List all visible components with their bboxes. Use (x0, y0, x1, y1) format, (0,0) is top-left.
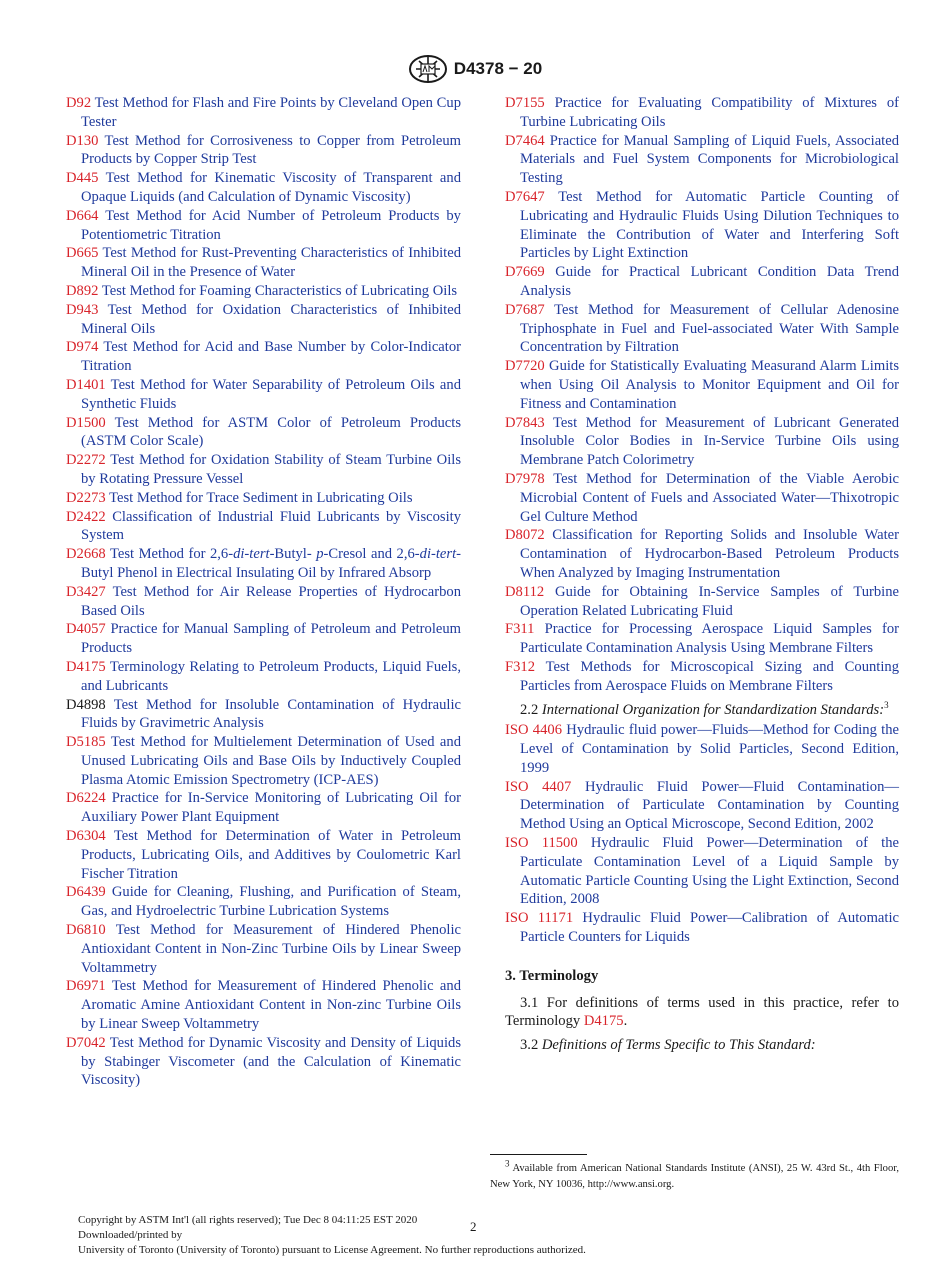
reference-title-link[interactable]: Practice for Evaluating Compatibility of Mixtures of Turbine Lubricating Oils (520, 95, 899, 130)
reference-title-part: di-tert (419, 546, 457, 563)
reference-item (66, 696, 461, 734)
reference-code-link[interactable]: D4175 (66, 658, 106, 675)
footnote-mark: 3 (505, 1158, 510, 1169)
reference-title-link[interactable]: Test Method for Rust-Preventing Characteristics of Inhibited Mineral Oil in the Presence of Water (81, 245, 462, 281)
reference-title-link[interactable]: Practice for Manual Sampling of Liquid Fuels, Associated Materials and Fuel System Components for Microbiological Testing (520, 132, 899, 187)
reference-item (505, 620, 899, 658)
astm-logo-icon (408, 54, 448, 84)
reference-code-link[interactable]: D130 (66, 132, 99, 149)
reference-title-link[interactable]: Test Method for Determination of Water in Petroleum Products, Lubricating Oils, and Additives by Coulometric Karl Fischer Titration (81, 828, 462, 882)
reference-title-link[interactable]: Test Method for Measurement of Hindered Phenolic and Aromatic Amine Antioxidant Content in Non-zinc Turbine Oils by Linear Sweep Voltammetry (81, 978, 461, 1033)
reference-title-link[interactable]: Test Method for Acid Number of Petroleum Products by Potentiometric Titration (81, 207, 461, 243)
reference-title-link[interactable]: Test Method for Measurement of Cellular Adenosine Triphosphate in Fuel and Fuel-associated Water With Sample Concentration by Filtration (520, 301, 899, 356)
right-column (505, 94, 899, 1057)
paragraph-number: 3.2 (520, 1037, 542, 1054)
reference-code-link[interactable]: D8072 (505, 527, 545, 544)
reference-code-link[interactable]: D7647 (505, 188, 545, 205)
license-line: University of Toronto (University of Toronto) pursuant to License Agreement. No further reproductions authorized. (78, 1244, 586, 1256)
reference-item (505, 301, 899, 357)
reference-item (505, 526, 899, 582)
reference-item (66, 94, 461, 132)
reference-title-link[interactable]: Test Method for Oxidation Stability of Steam Turbine Oils by Rotating Pressure Vessel (81, 452, 462, 487)
section-number: 2.2 (520, 701, 539, 718)
reference-code-link[interactable]: D665 (66, 245, 99, 262)
reference-title-link[interactable]: Test Method for Kinematic Viscosity of Transparent and Opaque Liquids (and Calculation of Dynamic Viscosity) (81, 170, 462, 205)
reference-item (66, 620, 461, 658)
reference-title-link[interactable]: Practice for Manual Sampling of Petroleum and Petroleum Products (81, 621, 461, 657)
reference-code-link[interactable]: D6224 (66, 790, 106, 807)
reference-code-link[interactable]: D2668 (66, 546, 106, 563)
reference-title-link[interactable]: Test Method for Air Release Properties of Hydrocarbon Based Oils (81, 583, 461, 619)
iso-section-heading (505, 701, 899, 720)
reference-item (505, 132, 899, 188)
reference-title-link[interactable]: Test Method for Corrosiveness to Copper from Petroleum Products by Copper Strip Test (81, 132, 461, 168)
reference-item (505, 658, 899, 696)
reference-item (505, 583, 899, 621)
reference-title-link[interactable]: Test Method for ASTM Color of Petroleum Products (ASTM Color Scale) (81, 414, 461, 450)
terminology-heading: 3. Terminology (505, 967, 599, 984)
page-footer (78, 1213, 586, 1258)
paragraph-text: 3.1 For definitions of terms used in this practice, refer to Terminology (505, 994, 899, 1030)
reference-item (505, 414, 899, 470)
reference-title-link[interactable]: Test Method for Dynamic Viscosity and Density of Liquids by Stabinger Viscometer (and the Calculation of Kinematic Viscosity) (81, 1034, 461, 1089)
reference-code-link[interactable]: D4057 (66, 621, 106, 638)
reference-code-link[interactable]: D5185 (66, 734, 106, 751)
reference-item (66, 414, 461, 452)
reference-item (505, 94, 899, 132)
reference-code-link[interactable]: D3427 (66, 583, 106, 600)
reference-item (505, 357, 899, 413)
reference-item (505, 834, 899, 909)
terminology-link[interactable]: D4175 (583, 1013, 624, 1030)
reference-code-link[interactable]: D7669 (505, 264, 545, 281)
reference-item (505, 470, 899, 526)
reference-code-link[interactable]: D92 (66, 95, 92, 111)
reference-title-part: -Cresol and 2,6- (323, 546, 420, 563)
reference-code-link[interactable]: ISO 11500 (505, 835, 578, 852)
reference-title-link[interactable]: Test Methods for Microscopical Sizing and Counting Particles from Aerospace Fluids on Membrane Filters (520, 658, 899, 694)
reference-code-link[interactable]: D1500 (66, 414, 106, 431)
reference-code-link[interactable]: D7843 (505, 414, 545, 431)
section-title: International Organization for Standardization Standards: (541, 701, 885, 718)
reference-item (505, 721, 899, 777)
reference-item (66, 508, 461, 546)
reference-code-link[interactable]: ISO 4406 (505, 722, 562, 739)
reference-item (66, 827, 461, 883)
reference-item (505, 778, 899, 834)
reference-item (66, 338, 461, 376)
reference-code-link[interactable]: D6810 (66, 922, 106, 939)
reference-item (505, 263, 899, 301)
reference-title-link[interactable]: Terminology Relating to Petroleum Products, Liquid Fuels, and Lubricants (81, 658, 462, 694)
paragraph-end: . (623, 1013, 628, 1030)
paragraph-3-2 (505, 1036, 899, 1055)
reference-code-link[interactable]: D7720 (505, 358, 545, 375)
reference-item (66, 301, 461, 339)
reference-code-link[interactable]: D7042 (66, 1034, 106, 1051)
reference-title-link[interactable]: Test Method for Determination of the Viable Aerobic Microbial Content of Fuels and Associated Water—Thixotropic Gel Culture Method (520, 470, 900, 525)
reference-title-link[interactable]: Guide for Cleaning, Flushing, and Purification of Steam, Gas, and Hydroelectric Turbine Lubrication Systems (81, 884, 461, 920)
reference-code-link[interactable]: D6439 (66, 884, 106, 901)
reference-item (66, 207, 461, 245)
reference-item (66, 977, 461, 1033)
reference-title-part: p (316, 546, 324, 563)
reference-code-link[interactable]: D1401 (66, 376, 106, 393)
footnote-text: Available from American National Standards Institute (ANSI), 25 W. 43rd St., 4th Floor, New York, NY 10036, http://www.ansi.org. (490, 1163, 899, 1190)
reference-title-part: -Butyl Phenol in Electrical Insulating Oil by Infrared Absorp (81, 546, 461, 581)
reference-code-link[interactable]: D6304 (66, 828, 106, 845)
reference-code-link[interactable]: D664 (66, 207, 99, 224)
reference-code-link[interactable]: D2273 (66, 489, 106, 506)
footnote-3 (490, 1158, 899, 1192)
reference-title-part: Test Method for 2,6- (109, 546, 234, 563)
reference-code-link[interactable]: F312 (505, 658, 536, 675)
document-id: D4378 − 20 (453, 59, 543, 78)
reference-title-part: -Butyl- (269, 546, 317, 563)
reference-item (66, 733, 461, 789)
reference-code-link[interactable]: D7978 (505, 470, 545, 487)
reference-title-link[interactable]: Test Method for Water Separability of Petroleum Oils and Synthetic Fluids (81, 376, 461, 412)
footnote-divider (490, 1154, 587, 1155)
reference-title-link[interactable]: Practice for In-Service Monitoring of Lubricating Oil for Auxiliary Power Plant Equipment (81, 790, 461, 826)
reference-code-link[interactable]: F311 (505, 621, 535, 638)
copyright-line: Copyright by ASTM Int'l (all rights reserved); Tue Dec 8 04:11:25 EST 2020 (78, 1214, 418, 1226)
reference-item (66, 132, 461, 170)
reference-item (66, 583, 461, 621)
reference-code-link[interactable]: D2272 (66, 452, 106, 469)
reference-code-link[interactable]: ISO 11171 (505, 910, 574, 927)
reference-title-link[interactable]: Test Method for Trace Sediment in Lubricating Oils (109, 489, 413, 506)
reference-title-link[interactable]: Guide for Practical Lubricant Condition Data Trend Analysis (520, 264, 899, 299)
reference-item (66, 451, 461, 489)
reference-code-link[interactable]: D7155 (505, 95, 545, 111)
reference-item (505, 188, 899, 263)
reference-item (66, 244, 461, 282)
iso-reference-list (505, 721, 899, 947)
reference-item (505, 909, 899, 947)
reference-item (66, 789, 461, 827)
reference-item (66, 545, 461, 583)
reference-code-link[interactable]: D445 (66, 170, 99, 187)
reference-title-link[interactable]: Guide for Obtaining In-Service Samples of Turbine Operation Related Lubricating Fluid (520, 583, 899, 619)
right-reference-list (505, 94, 899, 696)
reference-title-link[interactable]: Test Method for Measurement of Hindered Phenolic Antioxidant Content in Non-Zinc Turbine Oils by Linear Sweep Voltammetry (81, 922, 461, 976)
reference-title-link[interactable]: Practice for Processing Aerospace Liquid Samples for Particulate Contamination Analysis Using Membrane Filters (520, 621, 899, 657)
reference-title-link[interactable]: Test Method for Insoluble Contamination of Hydraulic Fluids by Gravimetric Analysis (81, 696, 462, 732)
reference-code-link[interactable]: D6971 (66, 978, 106, 995)
left-column (66, 94, 461, 1090)
reference-title-link[interactable]: Test Method for Automatic Particle Counting of Lubricating and Hydraulic Fluids Using Dilution Techniques to Eliminate the Contribution of Water and Interfering Soft Particles by Light Extinction (520, 188, 899, 262)
reference-code-link[interactable]: D7687 (505, 301, 545, 318)
footnote-marker[interactable]: 3 (884, 699, 889, 710)
reference-code-link[interactable]: ISO 4407 (505, 778, 572, 795)
reference-code-link[interactable]: D2422 (66, 508, 106, 525)
reference-title-link[interactable]: Classification of Industrial Fluid Lubricants by Viscosity System (81, 508, 461, 544)
page-header (0, 54, 950, 84)
reference-title-link[interactable]: Guide for Statistically Evaluating Measurand Alarm Limits when Using Oil Analysis to Monitor Equipment and Oil for Fitness and Contamination (520, 358, 899, 412)
reference-title-link[interactable]: Classification for Reporting Solids and Insoluble Water Contamination of Hydrocarbon-Based Petroleum Products When Analyzed by Imaging Instrumentation (520, 527, 899, 581)
reference-code-link[interactable]: D943 (66, 301, 99, 318)
reference-title-link[interactable] (81, 546, 461, 581)
reference-title-part: di-tert (233, 546, 270, 563)
reference-code-link[interactable]: D974 (66, 339, 99, 356)
reference-title-link[interactable]: Hydraulic fluid power—Fluids—Method for Coding the Level of Contamination by Solid Particles, Second Edition, 1999 (520, 722, 900, 776)
reference-item (66, 489, 461, 508)
reference-code-link[interactable]: D7464 (505, 132, 545, 149)
reference-title-link[interactable]: Test Method for Measurement of Lubricant Generated Insoluble Color Bodies in In-Service Turbine Oils using Membrane Patch Colorimetry (520, 414, 899, 469)
download-line: Downloaded/printed by (78, 1229, 183, 1241)
reference-title-link[interactable]: Hydraulic Fluid Power—Calibration of Automatic Particle Counters for Liquids (520, 910, 899, 946)
paragraph-3-1 (505, 994, 899, 1032)
reference-title-link[interactable]: Hydraulic Fluid Power—Determination of the Particulate Contamination Level of a Liquid Sample by Automatic Particle Counting Using the Light Extinction, Second Edition, 2008 (520, 835, 899, 908)
reference-item (66, 921, 461, 977)
reference-item (66, 1034, 461, 1090)
reference-title-link[interactable]: Hydraulic Fluid Power—Fluid Contamination—Determination of Particulate Contamination by Counting Method Using an Optical Microscope, Second Edition, 2002 (520, 778, 899, 833)
reference-title-link[interactable]: Test Method for Flash and Fire Points by Cleveland Open Cup Tester (81, 95, 461, 130)
reference-item (66, 282, 461, 301)
reference-title-link[interactable]: Test Method for Multielement Determination of Used and Unused Lubricating Oils and Base Oils by Inductively Coupled Plasma Atomic Emission Spectrometry (ICP-AES) (81, 734, 461, 788)
reference-title-link[interactable]: Test Method for Acid and Base Number by Color-Indicator Titration (81, 339, 461, 375)
reference-code-link[interactable]: D8112 (505, 583, 545, 600)
paragraph-title: Definitions of Terms Specific to This Standard: (541, 1037, 816, 1054)
page-number: 2 (470, 1219, 477, 1234)
reference-code-link: D4898 (66, 696, 106, 713)
reference-title-link[interactable]: Test Method for Oxidation Characteristics of Inhibited Mineral Oils (81, 301, 461, 337)
reference-code-link[interactable]: D892 (66, 282, 99, 299)
reference-item (66, 376, 461, 414)
reference-item (66, 169, 461, 207)
reference-item (66, 658, 461, 696)
reference-title-link[interactable]: Test Method for Foaming Characteristics of Lubricating Oils (101, 282, 458, 299)
reference-item (66, 883, 461, 921)
